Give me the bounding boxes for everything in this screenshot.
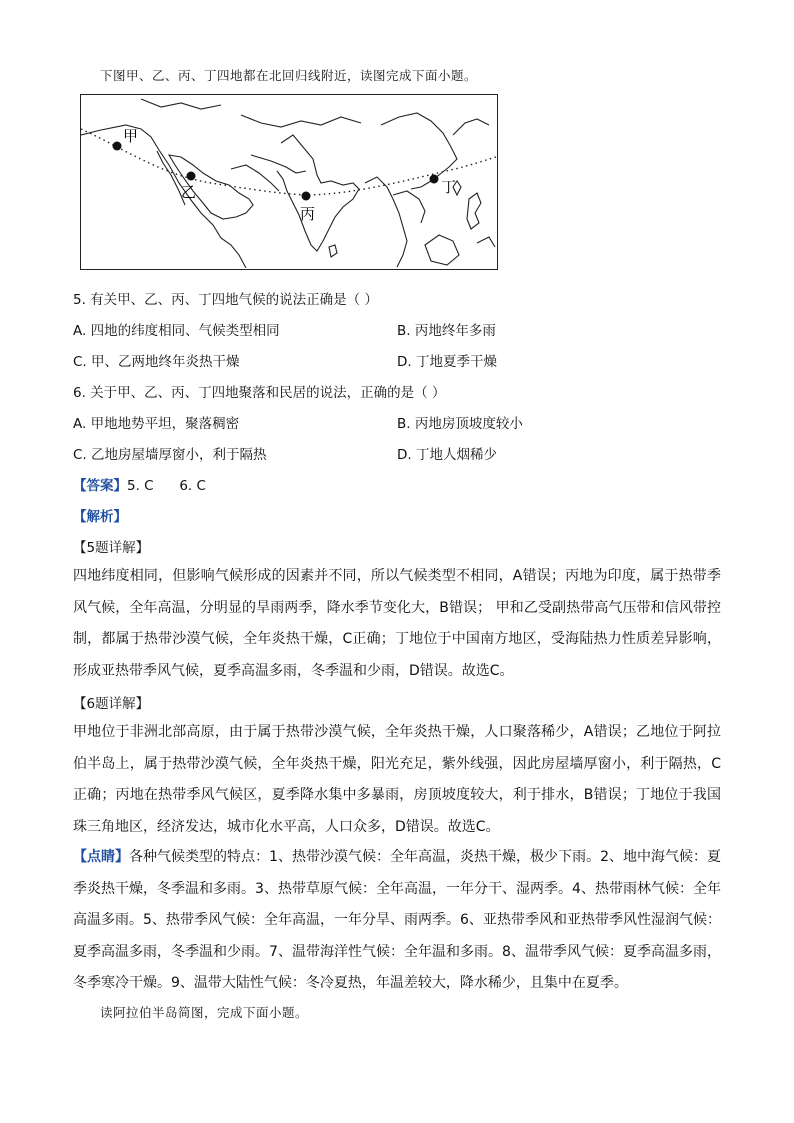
map-figure xyxy=(80,94,498,270)
intro-text: 下图甲、乙、丙、丁四地都在北回归线附近，读图完成下面小题。 xyxy=(100,68,478,83)
answer-tag: 【答案】 xyxy=(73,478,127,494)
q5-option-c: C. 甲、乙两地终年炎热干燥 xyxy=(73,354,240,370)
q5-stem: 5. 有关甲、乙、丙、丁四地气候的说法正确是（ ） xyxy=(73,292,378,308)
map-svg xyxy=(81,95,496,268)
q6-option-a: A. 甲地地势平坦，聚落稠密 xyxy=(73,416,240,432)
detail5-text: 四地纬度相同，但影响气候形成的因素并不同，所以气候类型不相同，A错误；丙地为印度，属于热带季风气候，全年高温，分明显的旱雨两季，降水季节变化大，B错误； 甲和乙受副热带高气压带和信风带控制，都属于热带沙漠气候，全年炎热干燥，C正确；丁地位于中国南方地区，受海陆热力性质差异影响，形成亚热带季风气候，夏季高温多雨，冬季温和少雨，D错误。故选C。 xyxy=(73,568,721,679)
detail6-body xyxy=(73,717,721,843)
answer-line xyxy=(73,474,206,494)
label-bing: 丙 xyxy=(300,205,316,223)
q6-stem: 6. 关于甲、乙、丙、丁四地聚落和民居的说法，正确的是（ ） xyxy=(73,385,446,401)
detail5-body xyxy=(73,561,721,687)
q5-option-d: D. 丁地夏季干燥 xyxy=(397,354,497,370)
detail5-title: 【5题详解】 xyxy=(73,540,150,556)
outro-text: 读阿拉伯半岛简图，完成下面小题。 xyxy=(100,1005,309,1020)
answer-text: 5. C 6. C xyxy=(127,478,206,494)
analysis-line xyxy=(73,505,127,525)
coastlines xyxy=(81,99,495,268)
point-bing xyxy=(302,192,311,201)
tips-block xyxy=(73,842,721,1000)
q6-option-c: C. 乙地房屋墙厚窗小，利于隔热 xyxy=(73,447,267,463)
point-ding xyxy=(430,175,439,184)
point-yi xyxy=(187,172,196,181)
label-ding: 丁 xyxy=(441,178,457,196)
tropic-of-cancer-line xyxy=(81,129,496,195)
tips-tag: 【点睛】 xyxy=(73,849,130,865)
q6-option-d: D. 丁地人烟稀少 xyxy=(397,447,497,463)
label-jia: 甲 xyxy=(123,127,139,145)
q5-option-a: A. 四地的纬度相同、气候类型相同 xyxy=(73,323,280,339)
analysis-tag: 【解析】 xyxy=(73,509,127,525)
label-yi: 乙 xyxy=(181,183,197,201)
tips-text: 各种气候类型的特点：1、热带沙漠气候：全年高温，炎热干燥，极少下雨。2、地中海气候：夏季炎热干燥，冬季温和多雨。3、热带草原气候：全年高温，一年分干、湿两季。4、热带雨林气候：全年高温多雨。5、热带季风气候：全年高温，一年分旱、雨两季。6、亚热带季风和亚热带季风性湿润气候：夏季高温多雨，冬季温和少雨。7、温带海洋性气候：全年温和多雨。8、温带季风气候：夏季高温多雨，冬季寒冷干燥。9、温带大陆性气候：冬冷夏热，年温差较大，降水稀少，且集中在夏季。 xyxy=(73,849,722,991)
q5-option-b: B. 丙地终年多雨 xyxy=(397,323,496,339)
detail6-title: 【6题详解】 xyxy=(73,696,150,712)
q6-option-b: B. 丙地房顶坡度较小 xyxy=(397,416,523,432)
detail6-text: 甲地位于非洲北部高原，由于属于热带沙漠气候，全年炎热干燥，人口聚落稀少，A错误；乙地位于阿拉伯半岛上，属于热带沙漠气候，全年炎热干燥，阳光充足，紫外线强，因此房屋墙厚窗小，利于隔热，C正确；丙地在热带季风气候区，夏季降水集中多暴雨，房顶坡度较大，利于排水，B错误；丁地位于我国珠三角地区，经济发达，城市化水平高，人口众多，D错误。故选C。 xyxy=(73,724,721,835)
point-jia xyxy=(113,142,122,151)
